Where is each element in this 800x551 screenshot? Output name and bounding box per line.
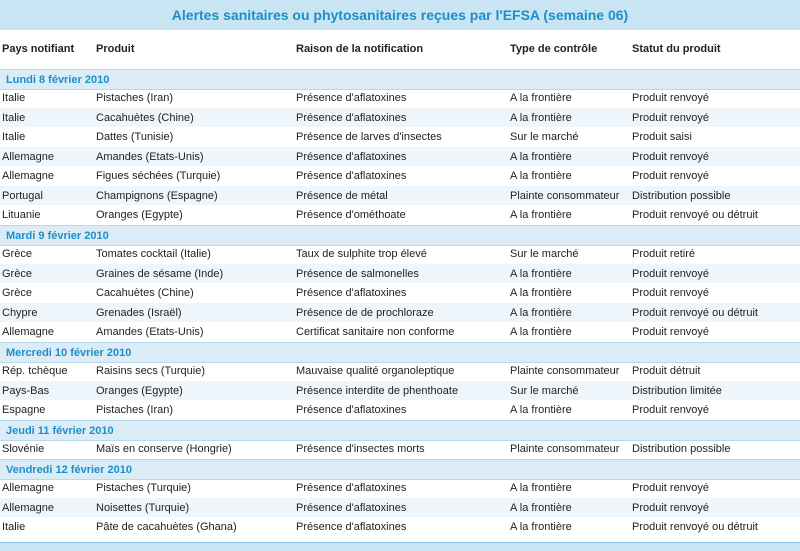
cell-control-type: A la frontière bbox=[510, 326, 572, 338]
cell-control-type: A la frontière bbox=[510, 404, 572, 416]
table-row bbox=[0, 108, 800, 127]
table-title-bar bbox=[0, 0, 800, 32]
cell-product: Grenades (Israël) bbox=[96, 306, 182, 319]
cell-control-type: Sur le marché bbox=[510, 248, 579, 260]
cell-reason: Présence d'aflatoxines bbox=[296, 92, 407, 104]
cell-reason: Présence d'aflatoxines bbox=[296, 150, 407, 163]
cell-country: Allemagne bbox=[2, 170, 54, 182]
cell-country: Allemagne bbox=[2, 150, 54, 163]
cell-status: Produit renvoyé ou détruit bbox=[632, 209, 758, 221]
cell-country: Italie bbox=[2, 131, 26, 143]
cell-country: Italie bbox=[2, 111, 26, 124]
cell-status: Produit renvoyé ou détruit bbox=[632, 306, 758, 319]
cell-country: Allemagne bbox=[2, 501, 54, 514]
cell-country: Rép. tchèque bbox=[2, 365, 68, 377]
cell-reason: Présence d'aflatoxines bbox=[296, 287, 407, 299]
header-country: Pays notifiant bbox=[2, 43, 75, 55]
cell-reason: Présence de larves d'insectes bbox=[296, 131, 442, 143]
cell-control-type: Sur le marché bbox=[510, 131, 579, 143]
cell-status: Produit détruit bbox=[632, 365, 701, 377]
date-group-label: Lundi 8 février 2010 bbox=[6, 73, 110, 86]
cell-country: Allemagne bbox=[2, 326, 54, 338]
date-group-label: Mardi 9 février 2010 bbox=[6, 229, 109, 242]
cell-country: Grèce bbox=[2, 267, 32, 280]
cell-country: Espagne bbox=[2, 404, 46, 416]
cell-country: Portugal bbox=[2, 189, 43, 202]
cell-reason: Présence d'insectes morts bbox=[296, 443, 425, 455]
cell-country: Italie bbox=[2, 521, 26, 533]
header-product-status: Statut du produit bbox=[632, 43, 721, 55]
cell-status: Distribution possible bbox=[632, 443, 731, 455]
header-reason: Raison de la notification bbox=[296, 43, 424, 55]
header-control-type: Type de contrôle bbox=[510, 43, 598, 55]
table-row bbox=[0, 245, 800, 264]
cell-status: Produit renvoyé bbox=[632, 287, 710, 299]
cell-control-type: Plainte consommateur bbox=[510, 365, 620, 377]
cell-control-type: A la frontière bbox=[510, 521, 572, 533]
table-row bbox=[0, 206, 800, 225]
cell-product: Noisettes (Turquie) bbox=[96, 501, 190, 514]
cell-country: Italie bbox=[2, 92, 26, 104]
cell-status: Distribution possible bbox=[632, 189, 731, 202]
cell-product: Pâte de cacahuètes (Ghana) bbox=[96, 521, 237, 533]
cell-product: Pistaches (Turquie) bbox=[96, 482, 191, 494]
date-group-label: Vendredi 12 février 2010 bbox=[6, 463, 132, 476]
header-product: Produit bbox=[96, 43, 135, 55]
table-row bbox=[0, 167, 800, 186]
date-group-label: Mercredi 10 février 2010 bbox=[6, 346, 132, 359]
table-header-row bbox=[0, 30, 800, 68]
cell-reason: Certificat sanitaire non conforme bbox=[296, 326, 455, 338]
cell-control-type: A la frontière bbox=[510, 482, 572, 494]
table-title: Alertes sanitaires ou phytosanitaires reçues par l'EFSA (semaine 06) bbox=[171, 7, 629, 23]
cell-reason: Présence de de prochloraze bbox=[296, 306, 434, 319]
table-row bbox=[0, 498, 800, 517]
cell-reason: Présence de salmonelles bbox=[296, 267, 419, 280]
table-row bbox=[0, 264, 800, 283]
cell-product: Amandes (Etats-Unis) bbox=[96, 150, 204, 163]
table-row bbox=[0, 89, 800, 108]
cell-status: Produit renvoyé bbox=[632, 92, 710, 104]
cell-reason: Mauvaise qualité organoleptique bbox=[296, 365, 455, 377]
cell-product: Cacahuètes (Chine) bbox=[96, 111, 194, 124]
table-row bbox=[0, 284, 800, 303]
table-row bbox=[0, 518, 800, 537]
cell-status: Produit renvoyé bbox=[632, 111, 710, 124]
cell-product: Dattes (Tunisie) bbox=[96, 131, 174, 143]
cell-status: Produit saisi bbox=[632, 131, 692, 143]
cell-control-type: A la frontière bbox=[510, 150, 572, 163]
cell-country: Lituanie bbox=[2, 209, 41, 221]
cell-product: Figues séchées (Turquie) bbox=[96, 170, 221, 182]
cell-country: Grèce bbox=[2, 287, 32, 299]
table-row bbox=[0, 323, 800, 342]
cell-product: Oranges (Egypte) bbox=[96, 384, 183, 397]
cell-control-type: Plainte consommateur bbox=[510, 189, 620, 202]
cell-control-type: A la frontière bbox=[510, 111, 572, 124]
cell-status: Distribution limitée bbox=[632, 384, 722, 397]
cell-reason: Taux de sulphite trop élevé bbox=[296, 248, 427, 260]
cell-reason: Présence d'aflatoxines bbox=[296, 482, 407, 494]
cell-country: Pays-Bas bbox=[2, 384, 50, 397]
cell-control-type: A la frontière bbox=[510, 501, 572, 514]
table-row bbox=[0, 381, 800, 400]
cell-product: Amandes (Etats-Unis) bbox=[96, 326, 204, 338]
table-row bbox=[0, 362, 800, 381]
table-row bbox=[0, 147, 800, 166]
date-group-label: Jeudi 11 février 2010 bbox=[6, 424, 114, 437]
cell-control-type: A la frontière bbox=[510, 267, 572, 280]
cell-status: Produit renvoyé bbox=[632, 150, 710, 163]
cell-status: Produit renvoyé bbox=[632, 501, 710, 514]
cell-control-type: A la frontière bbox=[510, 306, 572, 319]
cell-country: Allemagne bbox=[2, 482, 54, 494]
cell-product: Tomates cocktail (Italie) bbox=[96, 248, 211, 260]
cell-product: Raisins secs (Turquie) bbox=[96, 365, 206, 377]
cell-reason: Présence de métal bbox=[296, 189, 388, 202]
table-row bbox=[0, 128, 800, 147]
cell-reason: Présence d'aflatoxines bbox=[296, 170, 407, 182]
cell-country: Chypre bbox=[2, 306, 38, 319]
cell-product: Maïs en conserve (Hongrie) bbox=[96, 443, 232, 455]
table-row bbox=[0, 440, 800, 459]
date-group-row bbox=[0, 69, 800, 90]
cell-control-type: A la frontière bbox=[510, 287, 572, 299]
cell-reason: Présence d'aflatoxines bbox=[296, 111, 407, 124]
date-group-row bbox=[0, 225, 800, 246]
cell-status: Produit renvoyé bbox=[632, 170, 710, 182]
cell-product: Oranges (Egypte) bbox=[96, 209, 183, 221]
cell-status: Produit retiré bbox=[632, 248, 695, 260]
cell-reason: Présence d'ométhoate bbox=[296, 209, 406, 221]
cell-reason: Présence d'aflatoxines bbox=[296, 501, 407, 514]
cell-reason: Présence d'aflatoxines bbox=[296, 521, 407, 533]
cell-status: Produit renvoyé ou détruit bbox=[632, 521, 758, 533]
cell-product: Pistaches (Iran) bbox=[96, 92, 174, 104]
cell-control-type: A la frontière bbox=[510, 92, 572, 104]
cell-control-type: Sur le marché bbox=[510, 384, 579, 397]
cell-control-type: A la frontière bbox=[510, 209, 572, 221]
cell-status: Produit renvoyé bbox=[632, 326, 710, 338]
cell-control-type: Plainte consommateur bbox=[510, 443, 620, 455]
cell-product: Cacahuètes (Chine) bbox=[96, 287, 194, 299]
cell-status: Produit renvoyé bbox=[632, 482, 710, 494]
cell-reason: Présence d'aflatoxines bbox=[296, 404, 407, 416]
date-group-row bbox=[0, 420, 800, 441]
cell-product: Pistaches (Iran) bbox=[96, 404, 174, 416]
date-group-row bbox=[0, 459, 800, 480]
date-group-row bbox=[0, 342, 800, 363]
cell-product: Champignons (Espagne) bbox=[96, 189, 218, 202]
cell-control-type: A la frontière bbox=[510, 170, 572, 182]
table-row bbox=[0, 186, 800, 205]
cell-product: Graines de sésame (Inde) bbox=[96, 267, 224, 280]
cell-country: Grèce bbox=[2, 248, 32, 260]
cell-reason: Présence interdite de phenthoate bbox=[296, 384, 459, 397]
cell-status: Produit renvoyé bbox=[632, 404, 710, 416]
table-row bbox=[0, 479, 800, 498]
table-row bbox=[0, 401, 800, 420]
cell-country: Slovénie bbox=[2, 443, 45, 455]
cell-status: Produit renvoyé bbox=[632, 267, 710, 280]
table-row bbox=[0, 303, 800, 322]
